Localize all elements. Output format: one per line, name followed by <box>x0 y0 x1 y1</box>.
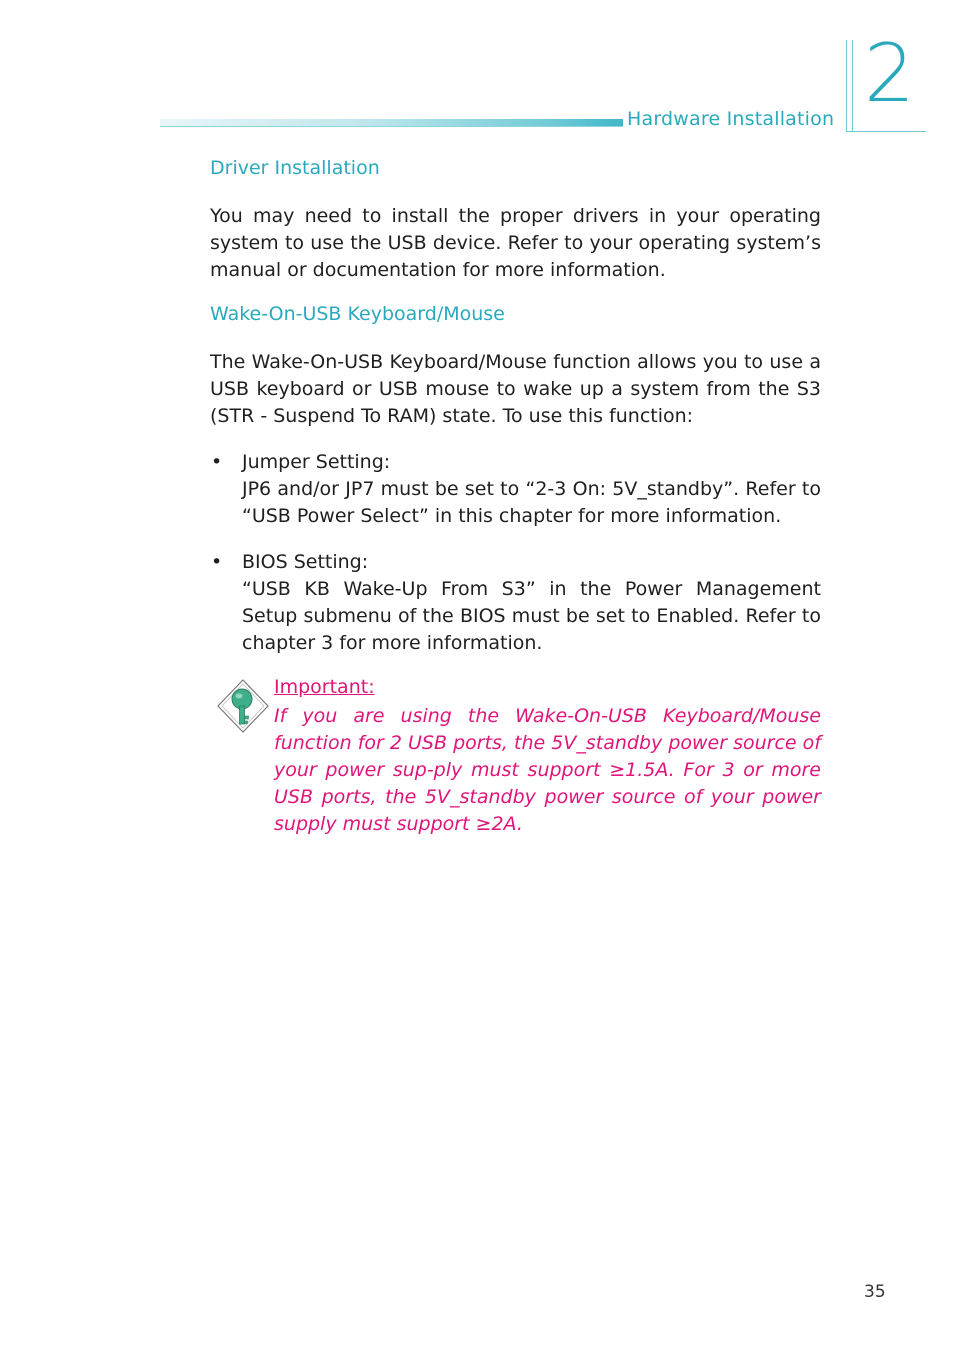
bullet-title-jumper: Jumper Setting: <box>242 451 391 473</box>
section-heading-driver: Driver Installation <box>210 157 380 179</box>
bullet-body-bios: “USB KB Wake-Up From S3” in the Power Management Setup submenu of the BIOS must be set to Enabled. Refer to chapter 3 for more information. <box>242 578 821 654</box>
running-header-title: Hardware Installation <box>627 108 835 130</box>
important-title: Important: <box>274 676 375 698</box>
key-diamond-icon <box>216 678 270 734</box>
chapter-tab <box>846 27 926 132</box>
page-number: 35 <box>864 1282 886 1302</box>
paragraph-wake: The Wake-On-USB Keyboard/Mouse function allows you to use a USB keyboard or USB mouse to wake up a system from the S3 (STR - Suspend To RAM) state. To use this function: <box>210 351 821 427</box>
bullet-marker: • <box>211 451 223 473</box>
bullet-title-bios: BIOS Setting: <box>242 551 369 573</box>
important-body: If you are using the Wake-On-USB Keyboard/Mouse function for 2 USB ports, the 5V_standby power source of your power sup-ply must support ≥1.5A. For 3 or more USB ports, the 5V_standby power source of your power supply must support ≥2A. <box>274 705 821 835</box>
header-rule-line <box>160 126 623 127</box>
paragraph-driver: You may need to install the proper drivers in your operating system to use the USB device. Refer to your operating system’s manual or documentation for more information. <box>210 205 821 281</box>
chapter-number: 2 <box>864 27 915 120</box>
section-heading-wake: Wake-On-USB Keyboard/Mouse <box>210 303 505 325</box>
bullet-body-jumper: JP6 and/or JP7 must be set to “2-3 On: 5V_standby”. Refer to “USB Power Select” in this chapter for more information. <box>242 478 821 527</box>
bullet-marker: • <box>211 551 223 573</box>
